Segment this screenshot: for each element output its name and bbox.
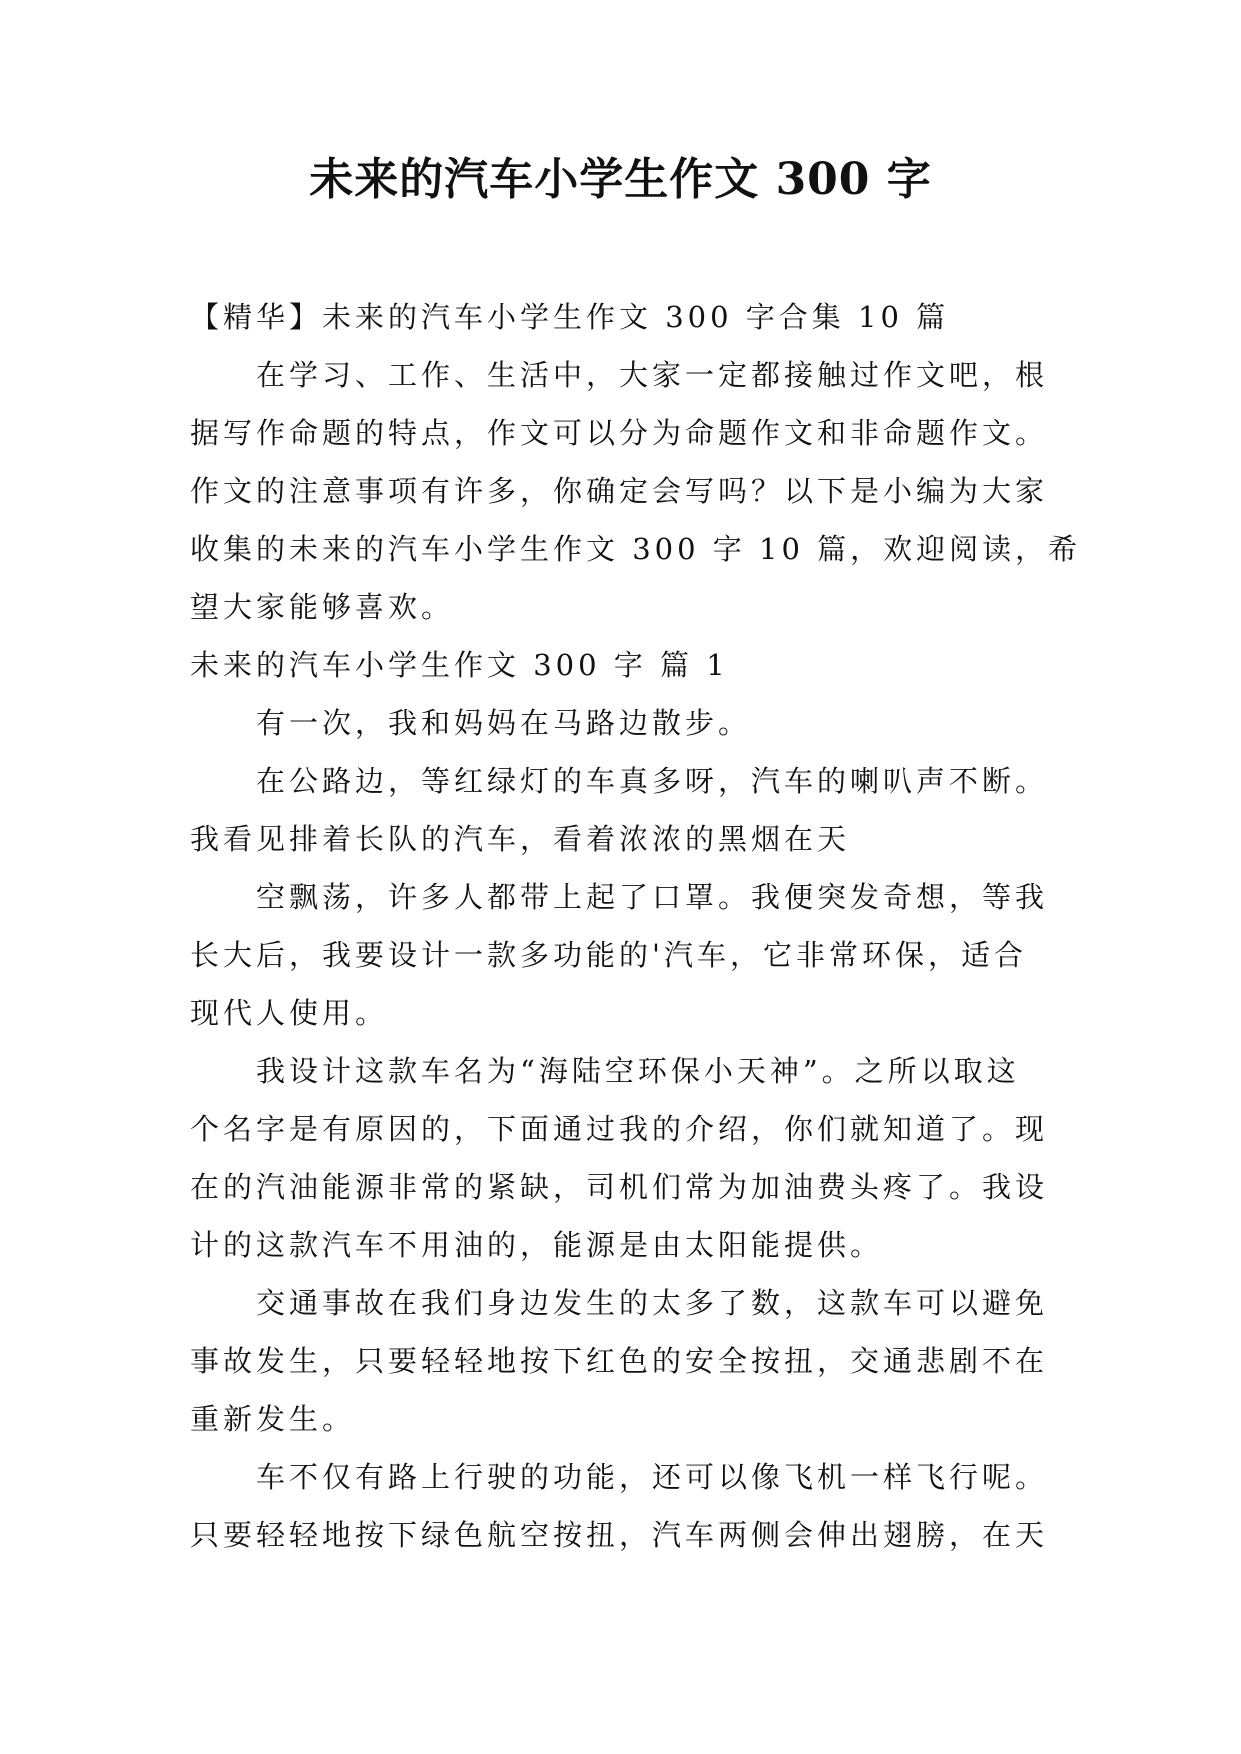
text-line: 交通事故在我们身边发生的太多了数，这款车可以避免 <box>256 1286 1049 1320</box>
text-line: 在的汽油能源非常的紧缺，司机们常为加油费头疼了。我设 <box>190 1170 1049 1204</box>
text-line: 车不仅有路上行驶的功能，还可以像飞机一样飞行呢。 <box>256 1460 1049 1494</box>
text-line: 我设计这款车名为“海陆空环保小天神”。之所以取这 <box>256 1054 1020 1088</box>
document-title: 未来的汽车小学生作文 300 字 <box>309 154 932 205</box>
text-line: 个名字是有原因的，下面通过我的介绍，你们就知道了。现 <box>190 1112 1049 1146</box>
text-line: 收集的未来的汽车小学生作文 300 字 10 篇，欢迎阅读，希 <box>190 532 1082 566</box>
text-line: 重新发生。 <box>190 1402 356 1436</box>
text-line: 未来的汽车小学生作文 300 字 篇 1 <box>190 648 729 682</box>
text-line: 我看见排着长队的汽车，看着浓浓的黑烟在天 <box>190 822 851 856</box>
text-line: 只要轻轻地按下绿色航空按扭，汽车两侧会伸出翅膀，在天 <box>190 1518 1049 1552</box>
text-line: 事故发生，只要轻轻地按下红色的安全按扭，交通悲剧不在 <box>190 1344 1049 1378</box>
text-line: 有一次，我和妈妈在马路边散步。 <box>256 706 752 740</box>
text-line: 长大后，我要设计一款多功能的'汽车，它非常环保，适合 <box>190 938 1027 972</box>
text-line: 据写作命题的特点，作文可以分为命题作文和非命题作文。 <box>190 416 1049 450</box>
text-line: 作文的注意事项有许多，你确定会写吗？以下是小编为大家 <box>190 474 1049 508</box>
text-line: 【精华】未来的汽车小学生作文 300 字合集 10 篇 <box>190 300 950 334</box>
text-line: 在公路边，等红绿灯的车真多呀，汽车的喇叭声不断。 <box>256 764 1049 798</box>
text-line: 现代人使用。 <box>190 996 389 1030</box>
text-line: 在学习、工作、生活中，大家一定都接触过作文吧，根 <box>256 358 1049 392</box>
text-line: 望大家能够喜欢。 <box>190 590 455 624</box>
text-line: 空飘荡，许多人都带上起了口罩。我便突发奇想，等我 <box>256 880 1049 914</box>
document-body <box>190 288 1082 1564</box>
text-line: 计的这款汽车不用油的，能源是由太阳能提供。 <box>190 1228 884 1262</box>
